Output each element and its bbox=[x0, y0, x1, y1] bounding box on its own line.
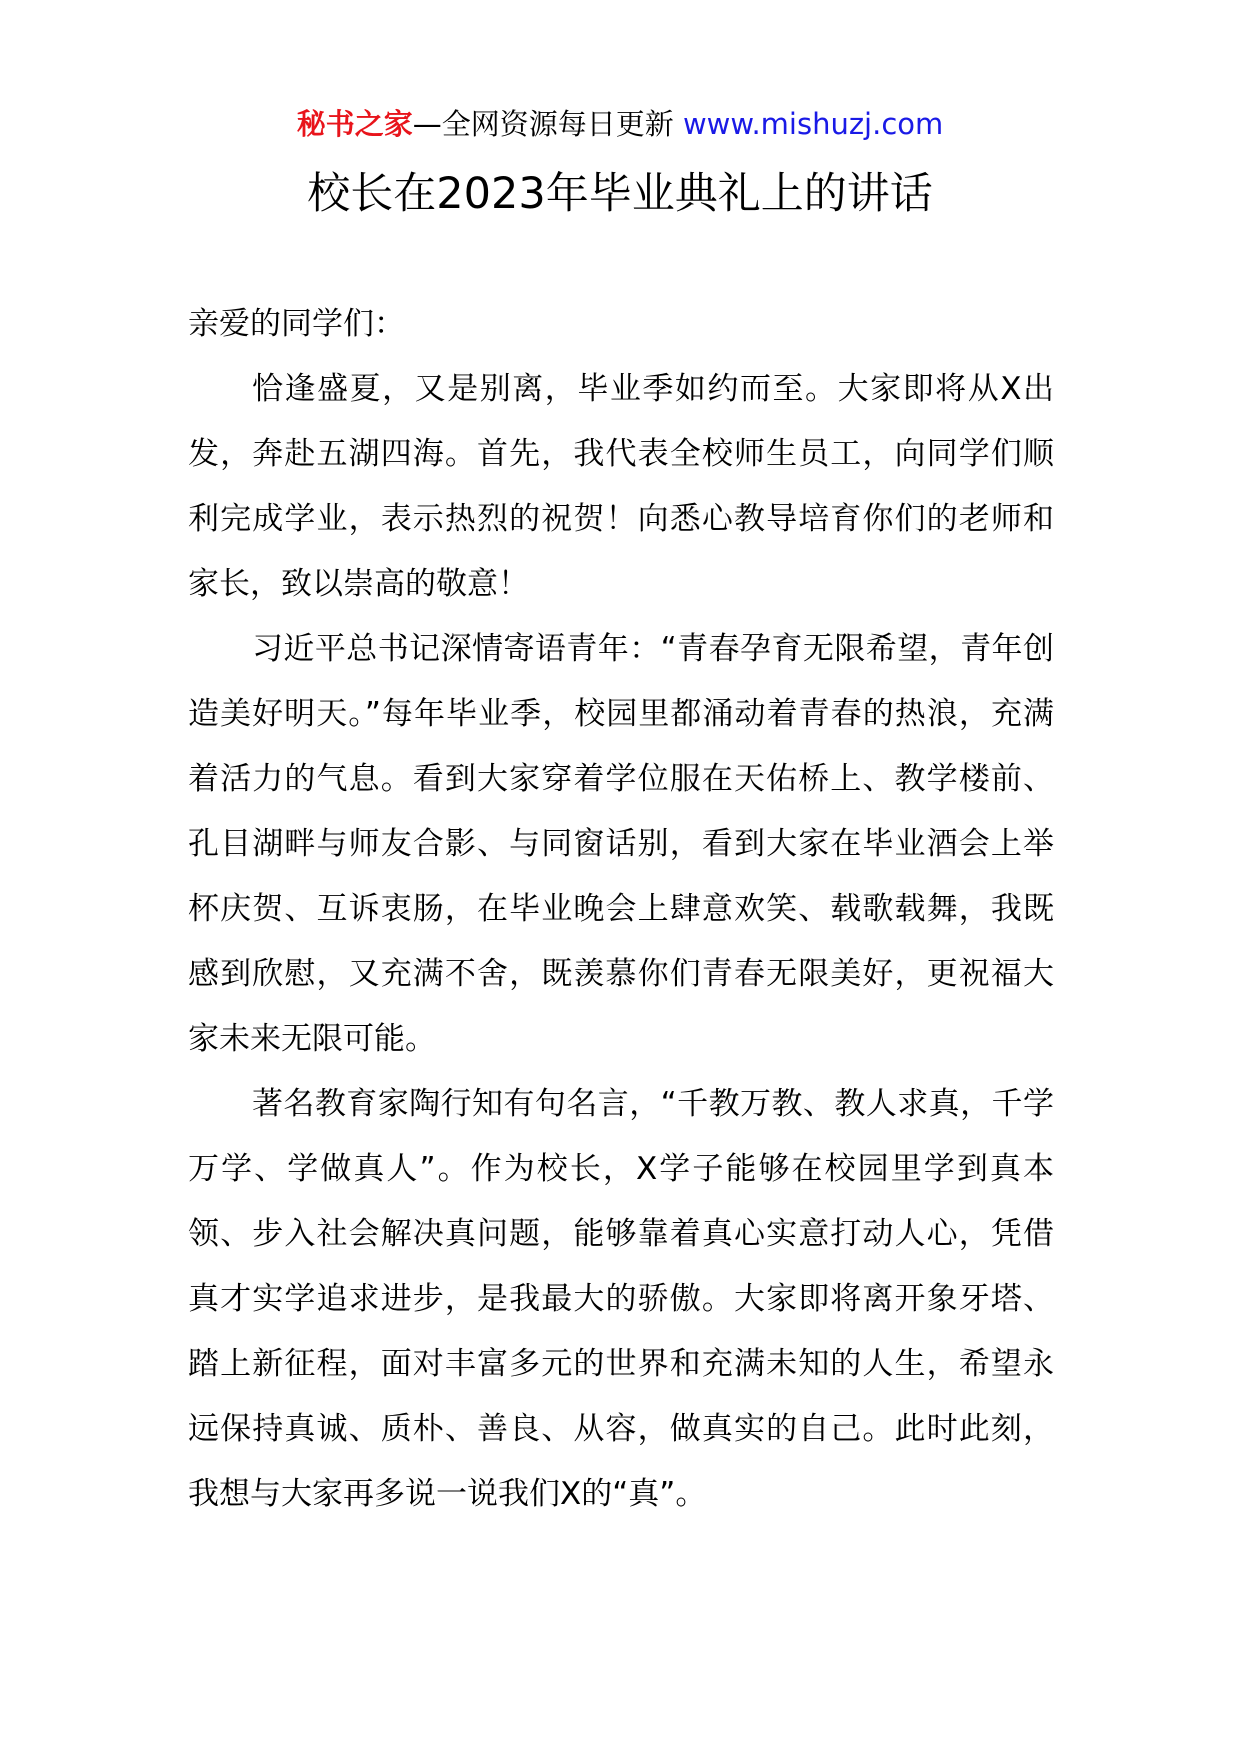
brand-tagline: —全网资源每日更新 bbox=[412, 107, 674, 141]
document-title: 校长在2023年毕业典礼上的讲话 bbox=[307, 169, 933, 219]
paragraph-1: 恰逢盛夏，又是别离，毕业季如约而至。大家即将从X出发，奔赴五湖四海。首先，我代表全校师生员工，向同学们顺利完成学业，表示热烈的祝贺！向悉心教导培育你们的老师和家长，致以崇高的敬意！ bbox=[188, 371, 1054, 602]
site-url-link[interactable]: www.mishuzj.com bbox=[682, 107, 944, 141]
salutation: 亲爱的同学们： bbox=[188, 306, 405, 342]
document-body bbox=[188, 292, 1054, 1527]
paragraph-3: 著名教育家陶行知有句名言，“千教万教、教人求真，千学万学、学做真人”。作为校长，X学子能够在校园里学到真本领、步入社会解决真问题，能够靠着真心实意打动人心，凭借真才实学追求进步，是我最大的骄傲。大家即将离开象牙塔、踏上新征程，面对丰富多元的世界和充满未知的人生，希望永远保持真诚、质朴、善良、从容，做真实的自己。此时此刻，我想与大家再多说一说我们X的“真”。 bbox=[188, 1086, 1054, 1512]
watermark-header bbox=[0, 104, 1240, 144]
brand-name: 秘书之家 bbox=[296, 107, 413, 141]
paragraph-2: 习近平总书记深情寄语青年：“青春孕育无限希望，青年创造美好明天。”每年毕业季，校园里都涌动着青春的热浪，充满着活力的气息。看到大家穿着学位服在天佑桥上、教学楼前、孔目湖畔与师友合影、与同窗话别，看到大家在毕业酒会上举杯庆贺、互诉衷肠，在毕业晚会上肆意欢笑、载歌载舞，我既感到欣慰，又充满不舍，既羡慕你们青春无限美好，更祝福大家未来无限可能。 bbox=[188, 631, 1054, 1057]
